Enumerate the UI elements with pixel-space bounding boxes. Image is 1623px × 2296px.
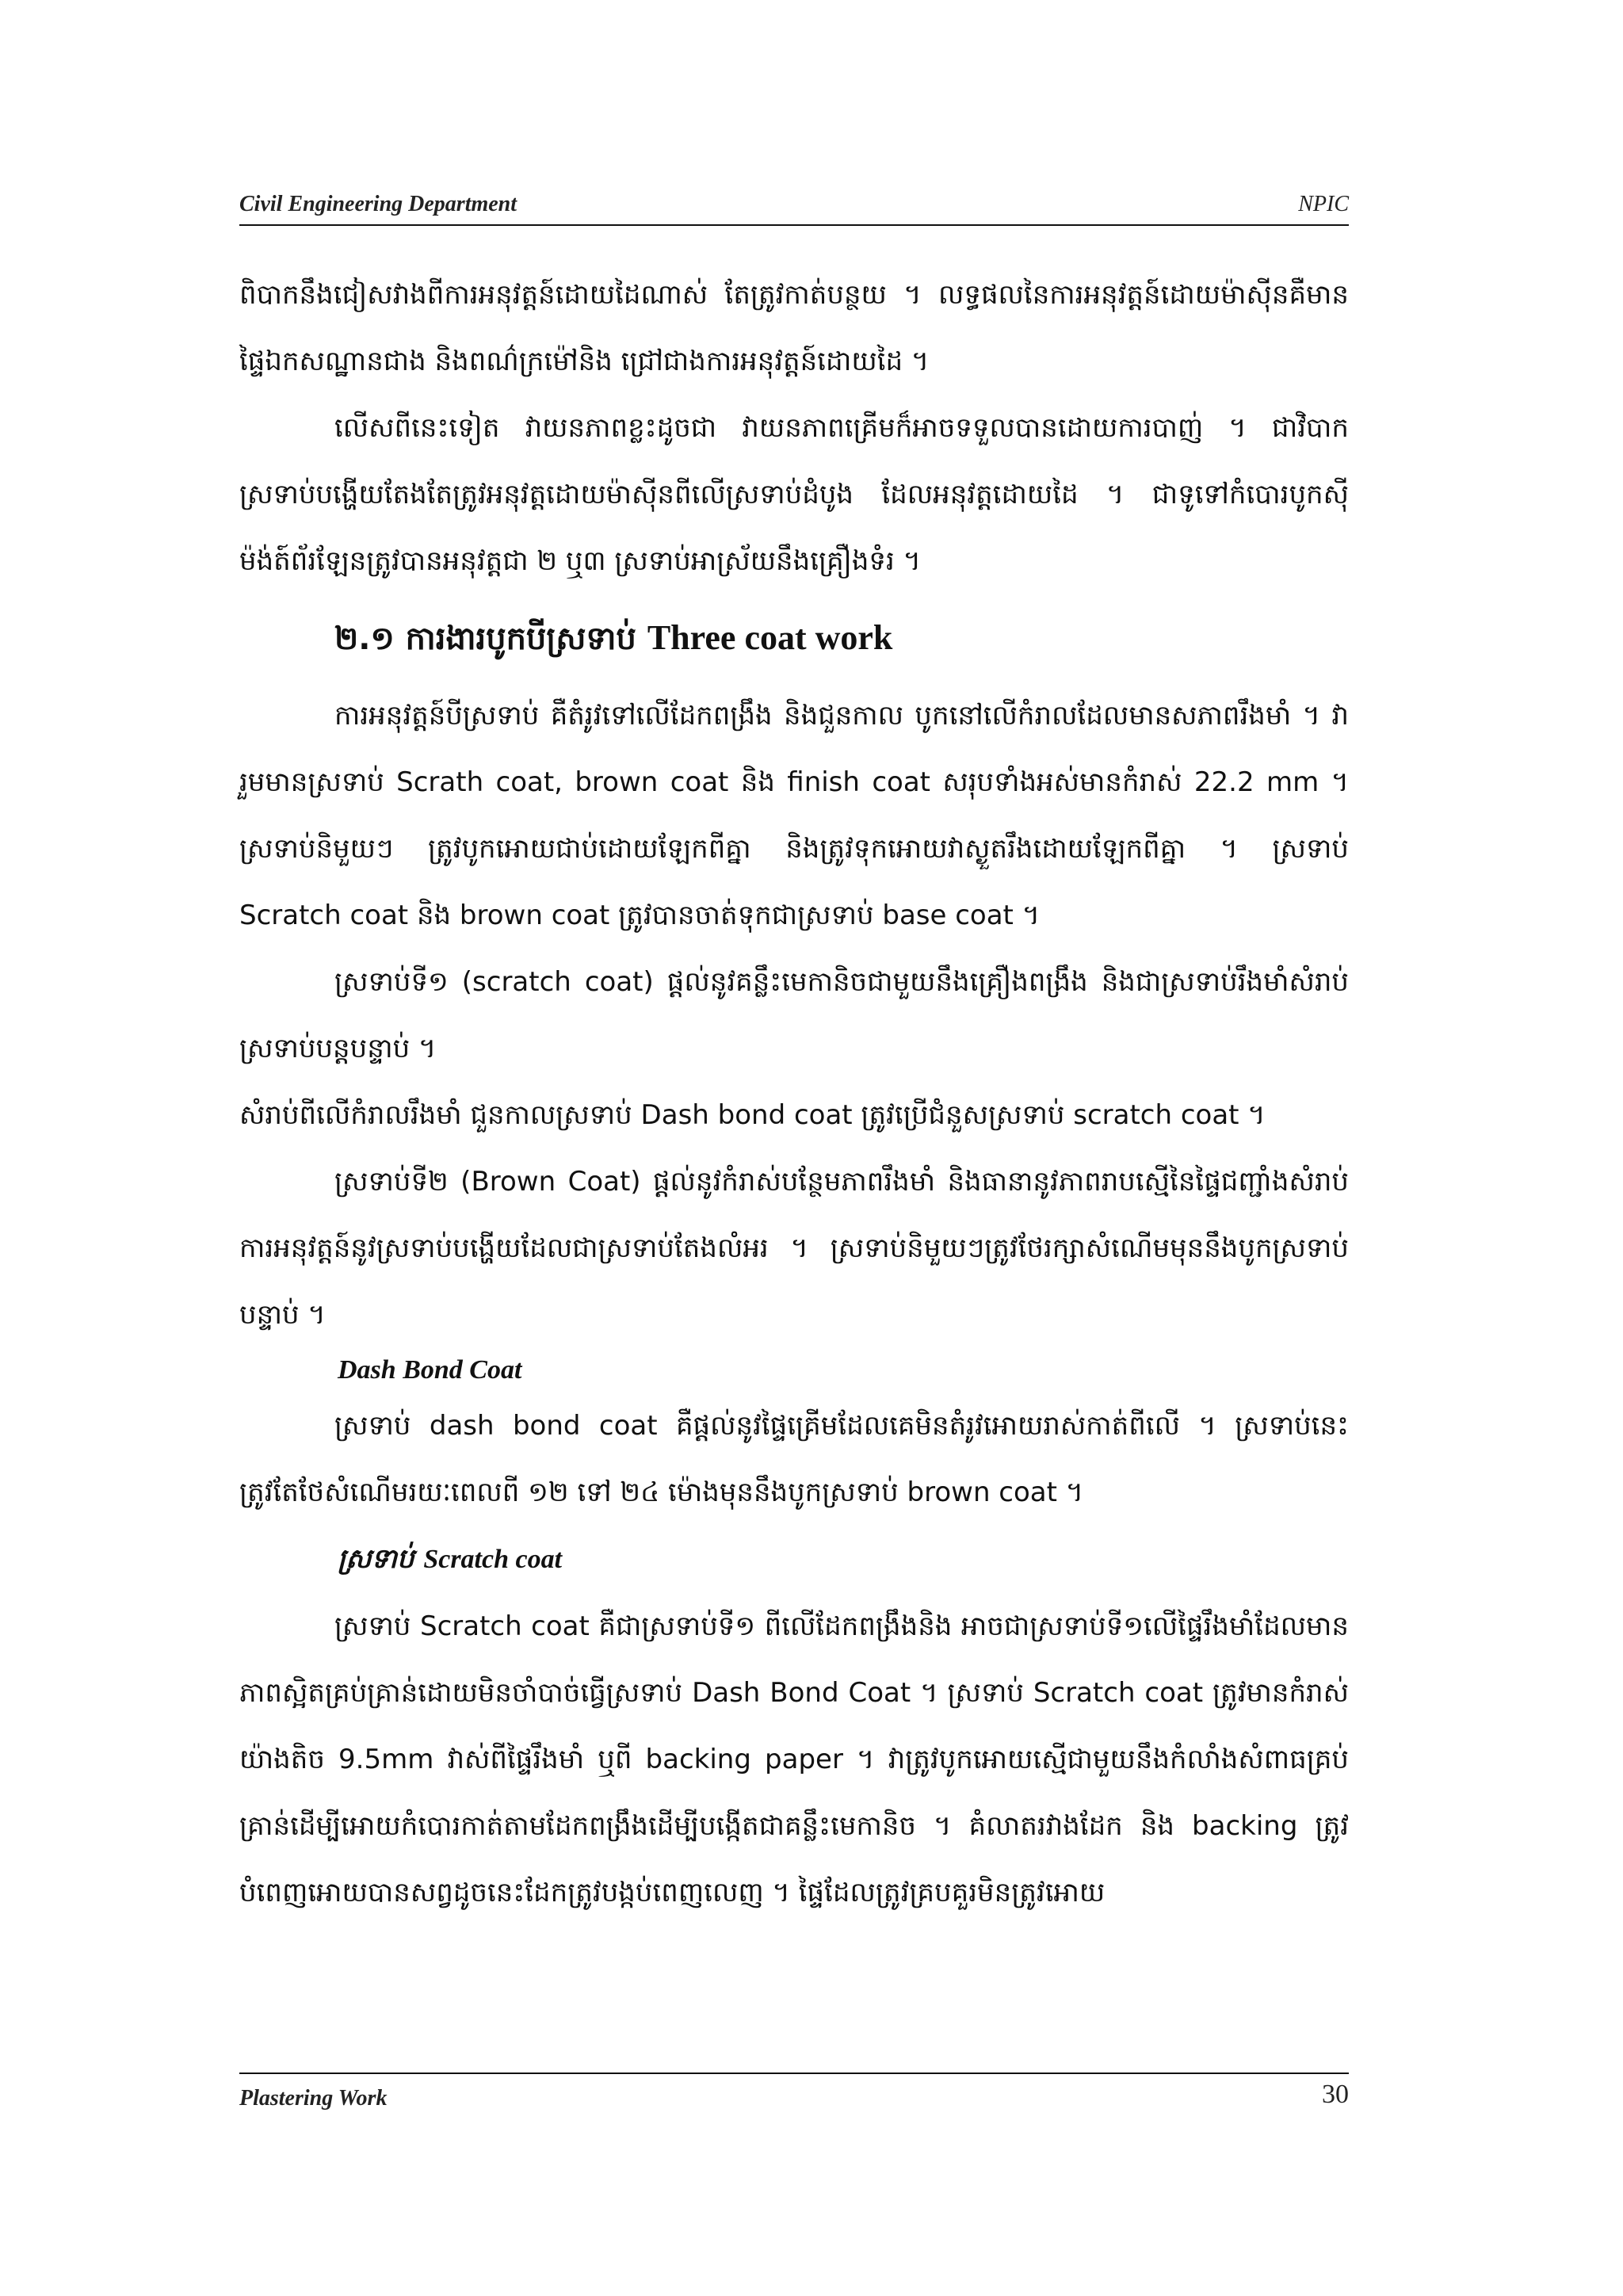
paragraph-2: លើសពីនេះទៀត វាយនភាពខ្លះដូចជា វាយនភាពគ្រើមក៏អាចទទួលបានដោយការបាញ់ ។ ជាវិបាក ស្រទាប់បង្ហើយតែងតែត្រូវអនុវត្តដោយម៉ាស៊ីនពីលើស្រទាប់ដំបូង ដែលអនុវត្តដោយដៃ ។ ជាទូទៅកំបោរបូកស៊ីម៉ង់ត៍ព័រឡែនត្រូវបានអនុវត្តជា ២ ឬ៣ ស្រទាប់អាស្រ័យនឹងគ្រឿងទំរ ។ bbox=[239, 412, 1349, 577]
paragraph-4: ស្រទាប់ទី១ (scratch coat) ផ្តល់នូវគន្លឹះមេកានិចជាមួយនឹងគ្រឿងពង្រឹង និងជាស្រទាប់រឹងមាំសំរាប់ស្រទាប់បន្តបន្ទាប់ ។ bbox=[239, 966, 1349, 1064]
section-heading bbox=[239, 594, 1349, 682]
paragraph-5: សំរាប់ពីលើកំរាលរឹងមាំ ជួនកាលស្រទាប់ Dash bond coat ត្រូវប្រើជំនួសស្រទាប់ scratch coat ។ bbox=[239, 1099, 1266, 1131]
section-heading-en: Three coat work bbox=[647, 618, 893, 657]
header-rule bbox=[239, 224, 1349, 226]
header-department: Civil Engineering Department bbox=[239, 192, 517, 216]
page-footer bbox=[239, 2080, 1349, 2119]
paragraph-7: ស្រទាប់ dash bond coat គឺផ្តល់នូវផ្ទៃគ្រើមដែលគេមិនតំរូវអោយរាស់កាត់ពីលើ ។ ស្រទាប់នេះត្រូវតែថែសំណើមរយៈពេលពី ១២ ទៅ ២៤ ម៉ោងមុននឹងបូកស្រទាប់ brown coat ។ bbox=[239, 1410, 1349, 1508]
header-institution: NPIC bbox=[1298, 192, 1349, 216]
paragraph-3: ការអនុវត្តន៍បីស្រទាប់ គឺតំរូវទៅលើដែកពង្រឹង និងជួនកាល បូកនៅលើកំរាលដែលមានសភាពរឹងមាំ ។ វារួមមានស្រទាប់ Scrath coat, brown coat និង finish coat សរុបទាំងអស់មានកំរាស់ 22.2 mm ។ ស្រទាប់និមួយៗ ត្រូវបូកអោយជាប់ដោយឡែកពីគ្នា និងត្រូវទុកអោយវាស្ងួតរឹងដោយឡែកពីគ្នា ។ ស្រទាប់ Scratch coat និង brown coat ត្រូវបានចាត់ទុកជាស្រទាប់ base coat ។ bbox=[239, 700, 1349, 931]
paragraph-8: ស្រទាប់ Scratch coat គឺជាស្រទាប់ទី១ ពីលើដែកពង្រឹងនិង អាចជាស្រទាប់ទី១លើផ្ទៃរឹងមាំដែលមានភាពស្អិតគ្រប់គ្រាន់ដោយមិនចាំបាច់ធ្វើស្រទាប់ Dash Bond Coat ។ ស្រទាប់ Scratch coat ត្រូវមានកំរាស់យ៉ាងតិច 9.5mm វាស់ពីផ្ទៃរឹងមាំ ឬពី backing paper ។ វាត្រូវបូកអោយស្មើជាមួយនឹងកំលាំងសំពាធគ្រប់គ្រាន់ដើម្បីអោយកំបោរកាត់តាមដែកពង្រឹងដើម្បីបង្កើតជាគន្លឹះមេកានិច ។ គំលាតរវាងដែក និង backing ត្រូវបំពេញអោយបានសព្វដូចនេះដែកត្រូវបង្កប់ពេញលេញ ។ ផ្ទៃដែលត្រូវគ្របគួរមិនត្រូវអោយ bbox=[239, 1610, 1349, 1908]
subheading-dash-bond-coat: Dash Bond Coat bbox=[338, 1355, 522, 1385]
subheading-scratch-kh: ស្រទាប់ bbox=[338, 1543, 414, 1575]
section-heading-kh: ២.១ ការងារបូកបីស្រទាប់ bbox=[334, 621, 636, 657]
page-body bbox=[239, 262, 1349, 1926]
footer-rule bbox=[239, 2073, 1349, 2074]
paragraph-6: ស្រទាប់ទី២ (Brown Coat) ផ្តល់នូវកំរាស់បន្ថែមភាពរឹងមាំ និងធានានូវភាពរាបស្មើនៃផ្ទៃជញ្ជាំងសំរាប់ការអនុវត្តន៍នូវស្រទាប់បង្ហើយដែលជាស្រទាប់តែងលំអរ ។ ស្រទាប់និមួយៗត្រូវថែរក្សាសំណើមមុននឹងបូកស្រទាប់បន្ទាប់ ។ bbox=[239, 1166, 1349, 1331]
paragraph-1: ពិបាកនឹងជៀសវាងពីការអនុវត្តន៍ដោយដៃណាស់ តែត្រូវកាត់បន្ថយ ។ លទ្ធផលនៃការអនុវត្តន៍ដោយម៉ាស៊ីនគឺមានផ្ទៃឯកសណ្ឋានជាង និងពណ៌ក្រម៉ៅនិង ជ្រៅជាងការអនុវត្តន៍ដោយដៃ ។ bbox=[239, 279, 1349, 377]
page-header bbox=[239, 190, 1349, 222]
subheading-scratch-coat bbox=[239, 1526, 1349, 1593]
subheading-scratch-en: Scratch coat bbox=[423, 1545, 563, 1574]
footer-title: Plastering Work bbox=[239, 2086, 388, 2111]
page-number: 30 bbox=[1322, 2080, 1349, 2109]
